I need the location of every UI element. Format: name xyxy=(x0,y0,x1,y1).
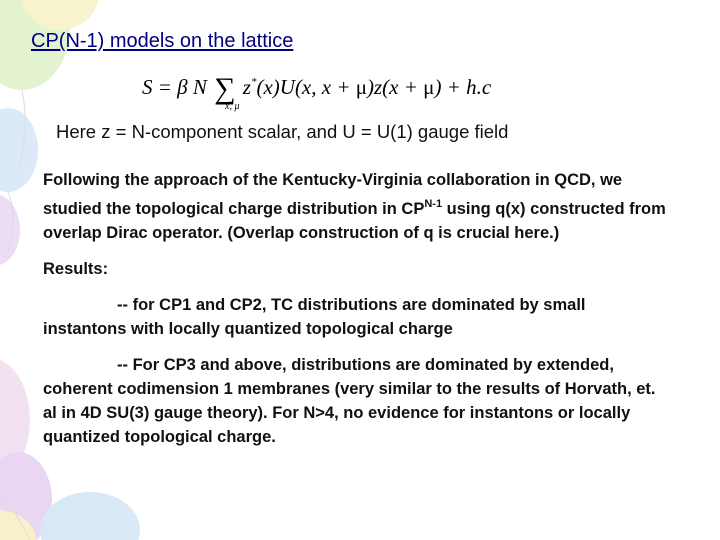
action-formula xyxy=(142,68,492,112)
result-cp3-above: -- For CP3 and above, distributions are dominated by extended, coherent codimension 1 membranes (very similar to the results of Horvath, et. al in 4D SU(3) gauge theory). For N>4, no evidence for instantons or locally quantized topological charge. xyxy=(43,356,656,446)
results-label: Results: xyxy=(43,260,109,278)
formula-lhs: S = β N xyxy=(142,75,207,99)
formula-conjugate-star: * xyxy=(250,76,257,88)
cpn-superscript: N-1 xyxy=(424,198,443,210)
result-cp1-cp2: -- for CP1 and CP2, TC distributions are dominated by small instantons with locally quantized topological charge xyxy=(43,296,586,338)
sum-subscript: x, μ xyxy=(225,101,240,112)
formula-mu-1: μ xyxy=(355,75,368,99)
formula-mu-2: μ xyxy=(423,75,435,99)
intro-line: Here z = N-component scalar, and U = U(1) gauge field xyxy=(56,121,509,142)
formula-term-hc: ) + h.c xyxy=(434,75,492,99)
formula-term-u: (x)U(x, x + xyxy=(256,75,351,99)
paragraph-approach: Following the approach of the Kentucky-Virginia collaboration in QCD, we studied the topological charge distribution in $CP^{N-1}$ using q(x) constructed from overlap Dirac operator. (Overlap construction of q is crucial here.) xyxy=(43,171,666,242)
slide-title: CP(N-1) models on the lattice xyxy=(31,30,294,52)
body-text xyxy=(43,168,673,449)
sum-symbol: ∑ xyxy=(214,72,236,105)
formula-term-z2: )z(x + xyxy=(367,75,418,99)
formula-term-z: z xyxy=(242,75,251,99)
